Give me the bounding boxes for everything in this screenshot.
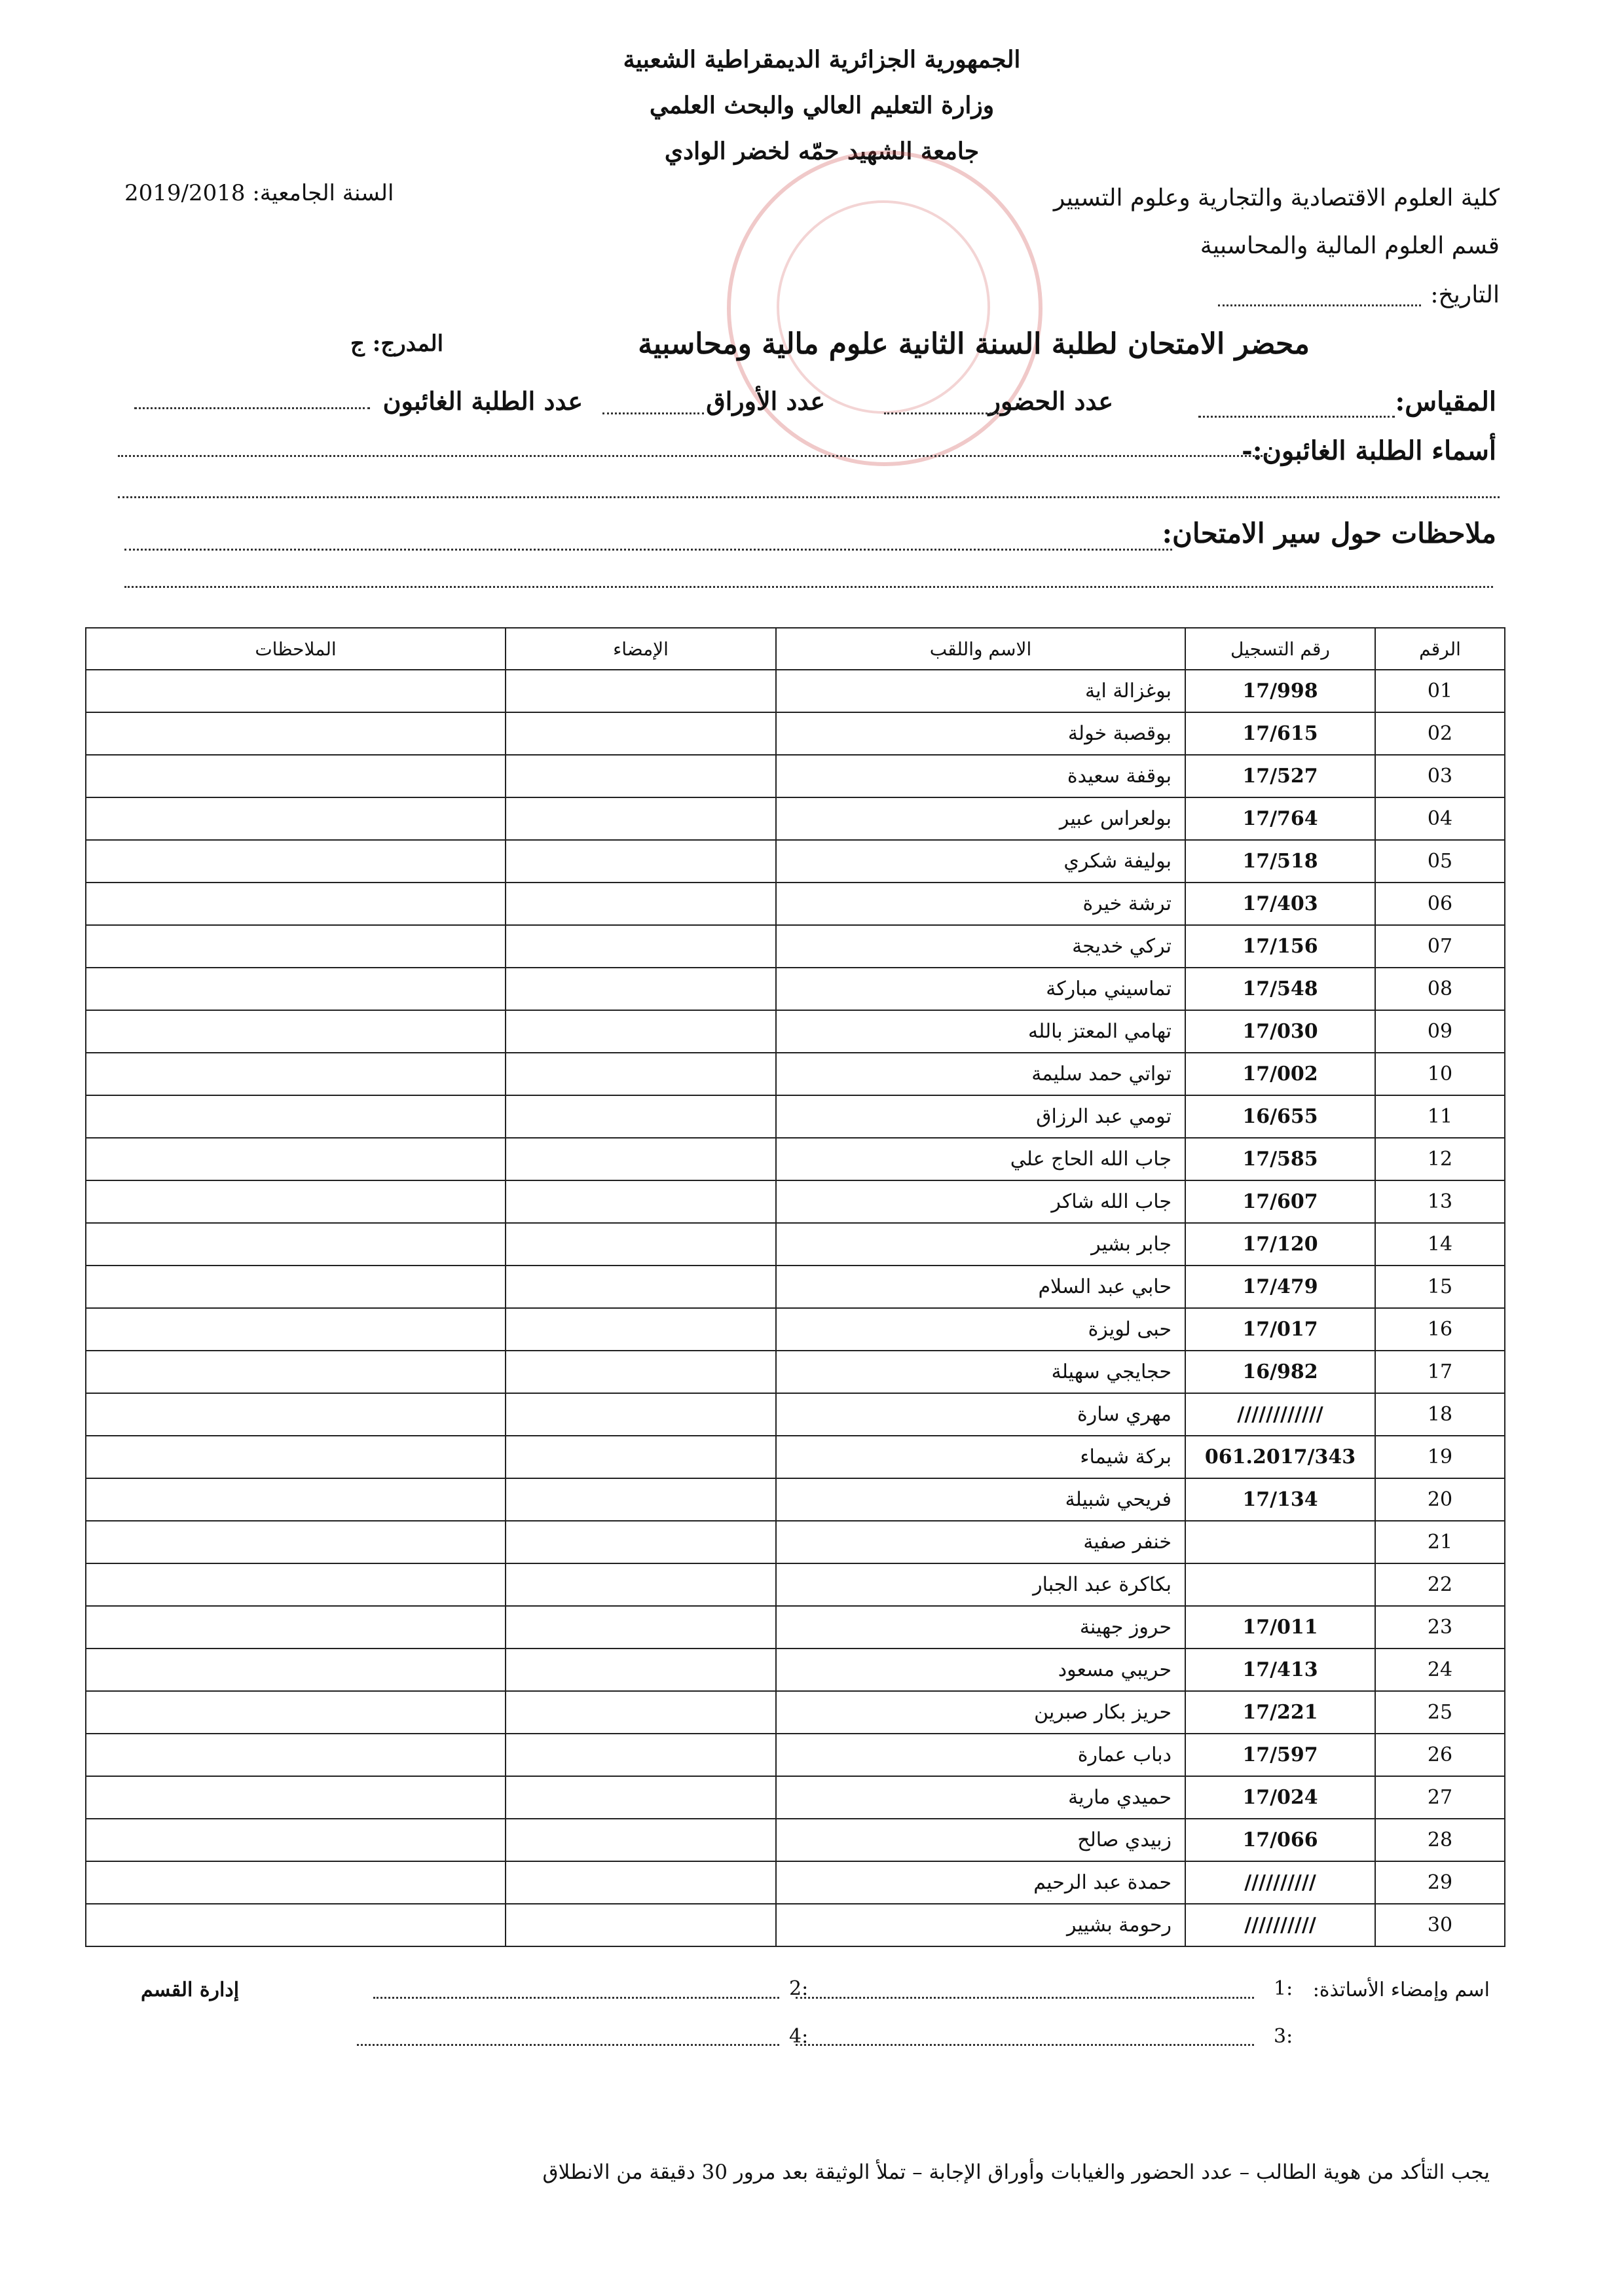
table-header-row (86, 628, 1505, 670)
col-header-remarks: الملاحظات (86, 628, 506, 670)
signature-cell[interactable] (506, 1223, 776, 1266)
table-row (86, 1223, 1505, 1266)
papers-label: عدد الأوراق (706, 386, 825, 416)
ministry-name: وزارة التعليم العالي والبحث العلمي (649, 92, 995, 119)
row-number: 03 (1375, 755, 1505, 797)
row-number: 15 (1375, 1266, 1505, 1308)
student-name: جاب الله الحاج علي (776, 1138, 1185, 1180)
table-row (86, 1691, 1505, 1734)
row-number: 13 (1375, 1180, 1505, 1223)
remarks-cell[interactable] (86, 1606, 506, 1649)
remarks-cell[interactable] (86, 1691, 506, 1734)
registration-number: 061.2017/343 (1185, 1436, 1375, 1478)
table-row (86, 1393, 1505, 1436)
row-number: 17 (1375, 1351, 1505, 1393)
remarks-cell[interactable] (86, 1393, 506, 1436)
row-number: 23 (1375, 1606, 1505, 1649)
faculty-name: كلية العلوم الاقتصادية والتجارية وعلوم التسيير (1053, 185, 1500, 211)
academic-year-value: 2019/2018 (124, 180, 246, 206)
registration-number: 17/403 (1185, 883, 1375, 925)
row-number: 08 (1375, 968, 1505, 1010)
student-name: جاب الله شاكر (776, 1180, 1185, 1223)
remarks-cell[interactable] (86, 1223, 506, 1266)
row-number: 24 (1375, 1649, 1505, 1691)
signature-cell[interactable] (506, 1563, 776, 1606)
document-title: محضر الامتحان لطلبة السنة الثانية علوم مالية ومحاسبية (638, 327, 1310, 361)
table-row (86, 1478, 1505, 1521)
academic-year (124, 180, 394, 206)
row-number: 06 (1375, 883, 1505, 925)
absent-names-line-1[interactable] (118, 455, 1270, 457)
table-row (86, 925, 1505, 968)
signature-cell[interactable] (506, 1180, 776, 1223)
row-number: 10 (1375, 1053, 1505, 1095)
row-number: 18 (1375, 1393, 1505, 1436)
signature-cell[interactable] (506, 1266, 776, 1308)
teachers-signature-label: اسم وإمضاء الأساتذة: (1312, 1978, 1490, 2001)
registration-number: 17/764 (1185, 797, 1375, 840)
student-name: تومي عبد الرزاق (776, 1095, 1185, 1138)
signature-cell[interactable] (506, 1691, 776, 1734)
registration-number: 17/413 (1185, 1649, 1375, 1691)
registration-number: 17/030 (1185, 1010, 1375, 1053)
table-row (86, 670, 1505, 712)
signature-cell[interactable] (506, 712, 776, 755)
signature-cell[interactable] (506, 1861, 776, 1904)
remarks-cell[interactable] (86, 1478, 506, 1521)
student-name: بوقفة سعيدة (776, 755, 1185, 797)
remarks-cell[interactable] (86, 968, 506, 1010)
remarks-cell[interactable] (86, 883, 506, 925)
row-number: 26 (1375, 1734, 1505, 1776)
table-row (86, 1563, 1505, 1606)
remarks-cell[interactable] (86, 797, 506, 840)
date-label: التاريخ: (1430, 282, 1500, 308)
table-row (86, 883, 1505, 925)
footer-instructions: يجب التأكد من هوية الطالب – عدد الحضور والغيابات وأوراق الإجابة – تملأ الوثيقة بعد مرور 30 دقيقة من الانطلاق (542, 2160, 1490, 2184)
row-number: 05 (1375, 840, 1505, 883)
row-number: 28 (1375, 1819, 1505, 1861)
student-name: جابر بشير (776, 1223, 1185, 1266)
signature-cell[interactable] (506, 1095, 776, 1138)
remarks-cell[interactable] (86, 1266, 506, 1308)
remarks-line-1[interactable] (124, 549, 1172, 551)
student-name: حميدي مارية (776, 1776, 1185, 1819)
registration-number: 17/585 (1185, 1138, 1375, 1180)
signature-cell[interactable] (506, 1649, 776, 1691)
signature-cell[interactable] (506, 925, 776, 968)
registration-number: 16/982 (1185, 1351, 1375, 1393)
table-row (86, 1053, 1505, 1095)
signature-cell[interactable] (506, 883, 776, 925)
table-row (86, 1010, 1505, 1053)
row-number: 25 (1375, 1691, 1505, 1734)
col-header-number: الرقم (1375, 628, 1505, 670)
attendance-label: عدد الحضور (988, 386, 1113, 416)
student-name: فريحي شبيلة (776, 1478, 1185, 1521)
module-field[interactable] (1198, 416, 1395, 418)
student-name: ترشة خيرة (776, 883, 1185, 925)
student-name: بوغزالة اية (776, 670, 1185, 712)
teacher-1-field[interactable] (796, 1997, 1254, 1999)
remarks-cell[interactable] (86, 1010, 506, 1053)
student-name: حريبي مسعود (776, 1649, 1185, 1691)
registration-number: 17/998 (1185, 670, 1375, 712)
registration-number: ////////// (1185, 1904, 1375, 1946)
registration-number: 17/221 (1185, 1691, 1375, 1734)
student-name: تواتي حمد سليمة (776, 1053, 1185, 1095)
row-number: 27 (1375, 1776, 1505, 1819)
table-row (86, 1521, 1505, 1563)
table-row (86, 1095, 1505, 1138)
table-row (86, 1266, 1505, 1308)
remarks-cell[interactable] (86, 1436, 506, 1478)
registration-number: 17/156 (1185, 925, 1375, 968)
row-number: 07 (1375, 925, 1505, 968)
registration-number: 17/134 (1185, 1478, 1375, 1521)
row-number: 29 (1375, 1861, 1505, 1904)
remarks-cell[interactable] (86, 670, 506, 712)
registration-number: 17/011 (1185, 1606, 1375, 1649)
student-name: حابي عبد السلام (776, 1266, 1185, 1308)
student-name: بوليفة شكري (776, 840, 1185, 883)
signature-cell[interactable] (506, 1351, 776, 1393)
table-row (86, 755, 1505, 797)
student-name: تماسيني مباركة (776, 968, 1185, 1010)
remarks-cell[interactable] (86, 840, 506, 883)
signature-cell[interactable] (506, 1819, 776, 1861)
remarks-cell[interactable] (86, 755, 506, 797)
row-number: 14 (1375, 1223, 1505, 1266)
registration-number: 16/655 (1185, 1095, 1375, 1138)
student-name: رحومة بشيير (776, 1904, 1185, 1946)
module-label: المقياس: (1395, 386, 1496, 417)
remarks-cell[interactable] (86, 1351, 506, 1393)
official-stamp (727, 151, 1043, 466)
row-number: 12 (1375, 1138, 1505, 1180)
col-header-signature: الإمضاء (506, 628, 776, 670)
remarks-cell[interactable] (86, 1904, 506, 1946)
registration-number: 17/002 (1185, 1053, 1375, 1095)
university-name: جامعة الشهيد حمّه لخضر الوادي (664, 137, 980, 165)
remarks-cell[interactable] (86, 1563, 506, 1606)
signature-cell[interactable] (506, 840, 776, 883)
registration-number: 17/120 (1185, 1223, 1375, 1266)
remarks-cell[interactable] (86, 1180, 506, 1223)
signature-cell[interactable] (506, 1606, 776, 1649)
student-name: زبيدي صالح (776, 1819, 1185, 1861)
table-row (86, 1606, 1505, 1649)
registration-number: 17/024 (1185, 1776, 1375, 1819)
teacher-4-field[interactable] (357, 2044, 779, 2046)
student-name: دباب عمارة (776, 1734, 1185, 1776)
signature-cell[interactable] (506, 1436, 776, 1478)
registration-number: 17/479 (1185, 1266, 1375, 1308)
registration-number: 17/615 (1185, 712, 1375, 755)
table-row (86, 1734, 1505, 1776)
signature-cell[interactable] (506, 1138, 776, 1180)
remarks-cell[interactable] (86, 1734, 506, 1776)
registration-number (1185, 1563, 1375, 1606)
student-name: حجايجي سهيلة (776, 1351, 1185, 1393)
row-number: 01 (1375, 670, 1505, 712)
table-row (86, 1180, 1505, 1223)
absent-count-field[interactable] (134, 407, 370, 409)
remarks-cell[interactable] (86, 1776, 506, 1819)
student-name: بولعراس عبير (776, 797, 1185, 840)
registration-number: 17/066 (1185, 1819, 1375, 1861)
student-name: حريز بكار صبرين (776, 1691, 1185, 1734)
table-row (86, 1308, 1505, 1351)
table-row (86, 1436, 1505, 1478)
remarks-cell[interactable] (86, 925, 506, 968)
table-row (86, 797, 1505, 840)
registration-number: 17/527 (1185, 755, 1375, 797)
department-admin-label: إدارة القسم (141, 1978, 240, 2001)
signature-cell[interactable] (506, 1776, 776, 1819)
signature-cell[interactable] (506, 797, 776, 840)
remarks-cell[interactable] (86, 1095, 506, 1138)
signature-cell[interactable] (506, 1904, 776, 1946)
row-number: 19 (1375, 1436, 1505, 1478)
remarks-line-2[interactable] (124, 586, 1493, 588)
absent-names-line-2[interactable] (118, 496, 1500, 498)
department-name: قسم العلوم المالية والمحاسبية (1200, 232, 1500, 259)
student-name: مهري سارة (776, 1393, 1185, 1436)
remarks-cell[interactable] (86, 1521, 506, 1563)
table-row (86, 1776, 1505, 1819)
row-number: 09 (1375, 1010, 1505, 1053)
remarks-cell[interactable] (86, 1819, 506, 1861)
signature-cell[interactable] (506, 1478, 776, 1521)
registration-number (1185, 1521, 1375, 1563)
signature-cell[interactable] (506, 1734, 776, 1776)
table-row (86, 1861, 1505, 1904)
remarks-cell[interactable] (86, 1649, 506, 1691)
table-row (86, 968, 1505, 1010)
student-name: حروز جهينة (776, 1606, 1185, 1649)
remarks-cell[interactable] (86, 712, 506, 755)
signature-cell[interactable] (506, 1308, 776, 1351)
student-name: تركي خديجة (776, 925, 1185, 968)
table-row (86, 712, 1505, 755)
table-row (86, 1904, 1505, 1946)
table-row (86, 1819, 1505, 1861)
row-number: 04 (1375, 797, 1505, 840)
remarks-cell[interactable] (86, 1138, 506, 1180)
teacher-4-number: 4: (789, 2025, 809, 2048)
academic-year-label: السنة الجامعية: (252, 180, 394, 206)
signature-cell[interactable] (506, 1393, 776, 1436)
attendance-table (85, 627, 1505, 1947)
teacher-1-number: 1: (1274, 1977, 1293, 2000)
remarks-cell[interactable] (86, 1053, 506, 1095)
student-name: حبى لويزة (776, 1308, 1185, 1351)
student-name: بوقصبة خولة (776, 712, 1185, 755)
table-row (86, 840, 1505, 883)
registration-number: 17/597 (1185, 1734, 1375, 1776)
republic-name: الجمهورية الجزائرية الديمقراطية الشعبية (623, 46, 1021, 73)
signature-cell[interactable] (506, 755, 776, 797)
remarks-label: ملاحظات حول سير الامتحان: (1162, 517, 1496, 549)
table-row (86, 1649, 1505, 1691)
attendance-field[interactable] (884, 412, 999, 414)
signature-cell[interactable] (506, 1521, 776, 1563)
table-row (86, 1138, 1505, 1180)
signature-cell[interactable] (506, 670, 776, 712)
student-name: حمدة عبد الرحيم (776, 1861, 1185, 1904)
student-name: بكاكرة عبد الجبار (776, 1563, 1185, 1606)
row-number: 22 (1375, 1563, 1505, 1606)
registration-number: 17/017 (1185, 1308, 1375, 1351)
signature-cell[interactable] (506, 1053, 776, 1095)
registration-number: 17/518 (1185, 840, 1375, 883)
registration-number: 17/548 (1185, 968, 1375, 1010)
row-number: 21 (1375, 1521, 1505, 1563)
student-name: تهامي المعتز بالله (776, 1010, 1185, 1053)
col-header-registration: رقم التسجيل (1185, 628, 1375, 670)
row-number: 11 (1375, 1095, 1505, 1138)
remarks-cell[interactable] (86, 1861, 506, 1904)
teacher-3-field[interactable] (796, 2044, 1254, 2046)
remarks-cell[interactable] (86, 1308, 506, 1351)
row-number: 16 (1375, 1308, 1505, 1351)
teacher-3-number: 3: (1274, 2025, 1293, 2048)
registration-number: 17/607 (1185, 1180, 1375, 1223)
table-row (86, 1351, 1505, 1393)
col-header-name: الاسم واللقب (776, 628, 1185, 670)
absent-count-label: عدد الطلبة الغائبون (382, 386, 583, 416)
signature-cell[interactable] (506, 1010, 776, 1053)
signature-cell[interactable] (506, 968, 776, 1010)
student-name: بركة شيماء (776, 1436, 1185, 1478)
student-name: خنفر صفية (776, 1521, 1185, 1563)
teacher-2-number: 2: (789, 1977, 809, 2000)
date-field[interactable] (1218, 304, 1421, 306)
teacher-2-field[interactable] (373, 1997, 779, 1999)
row-number: 20 (1375, 1478, 1505, 1521)
row-number: 02 (1375, 712, 1505, 755)
registration-number: //////////// (1185, 1393, 1375, 1436)
registration-number: ////////// (1185, 1861, 1375, 1904)
papers-field[interactable] (602, 412, 704, 414)
hall-label: المدرج: ج (350, 331, 444, 357)
row-number: 30 (1375, 1904, 1505, 1946)
absent-names-label: أسماء الطلبة الغائبون:- (1242, 435, 1496, 466)
